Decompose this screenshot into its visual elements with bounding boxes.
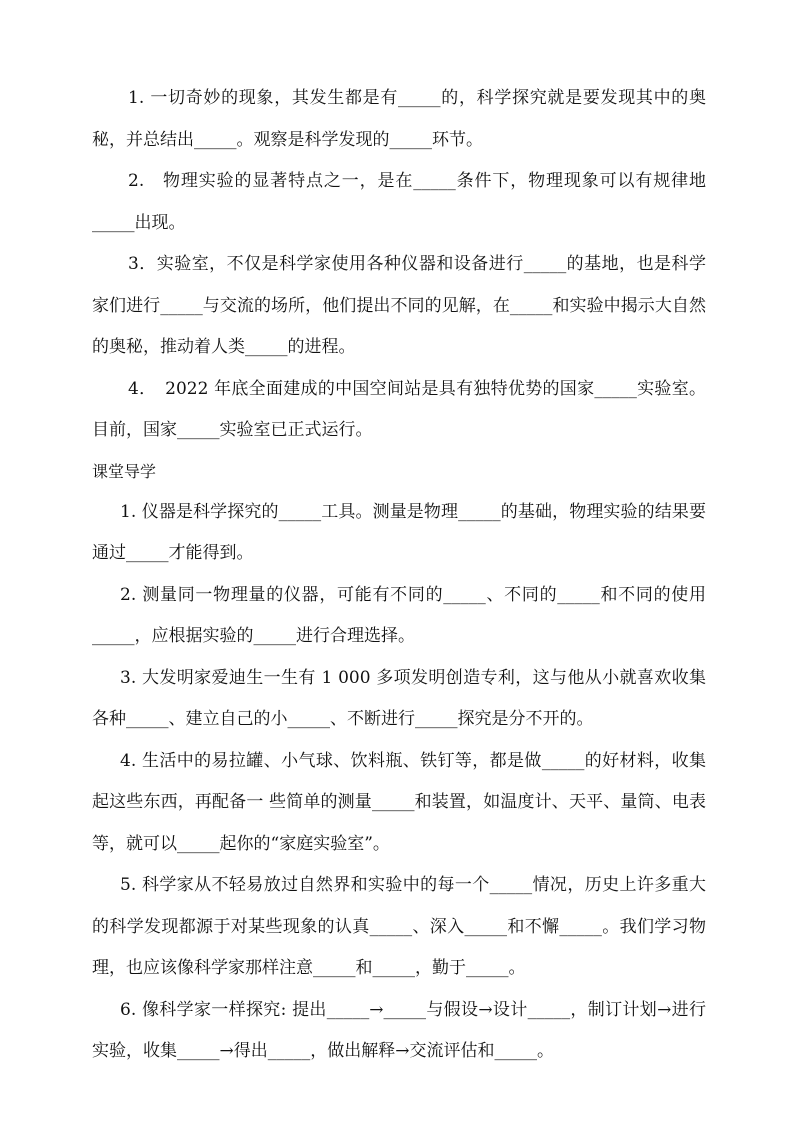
guide-item-1: 1. 仪器是科学探究的_____工具。测量是物理_____的基础，物理实验的结果要通过_____才能得到。 — [92, 501, 706, 563]
guide-item-6: 6. 像科学家一样探究: 提出_____→_____与假设→设计_____，制订计划→进行实验，收集_____→得出_____，做出解释→交流评估和_____。 — [92, 999, 706, 1061]
section-title: 课堂导学 — [92, 461, 157, 481]
guide-item-4: 4. 生活中的易拉罐、小气球、饮料瓶、铁钉等，都是做_____的好材料，收集起这些东西，再配备一 些简单的测量_____和装置，如温度计、天平、量筒、电表等，就可以_____起你的“家庭实验室”。 — [92, 750, 706, 854]
guide-item-5: 5. 科学家从不轻易放过自然界和实验中的每一个_____情况，历史上许多重大的科学发现都源于对某些现象的认真_____、深入_____和不懈_____。我们学习物理，也应该像科学家那样注意_____和_____，勤于_____。 — [92, 875, 706, 978]
intro-item-2: 2. 物理实验的显著特点之一，是在_____条件下，物理现象可以有规律地_____出现。 — [92, 171, 706, 233]
guide-item-3: 3. 大发明家爱迪生一生有 1 000 多项发明创造专利，这与他从小就喜欢收集各种_____、建立自己的小_____、不断进行_____探究是分不开的。 — [92, 667, 706, 729]
intro-item-1: 1. 一切奇妙的现象，其发生都是有_____的，科学探究就是要发现其中的奥秘，并总结出_____。观察是科学发现的_____环节。 — [92, 88, 706, 150]
intro-item-3: 3．实验室，不仅是科学家使用各种仪器和设备进行_____的基地，也是科学家们进行_____与交流的场所，他们提出不同的见解，在_____和实验中揭示大自然的奥秘，推动着人类_____的进程。 — [92, 254, 706, 357]
guide-item-2: 2. 测量同一物理量的仪器，可能有不同的_____、不同的_____和不同的使用_____，应根据实验的_____进行合理选择。 — [92, 584, 706, 646]
intro-item-4: 4． 2022 年底全面建成的中国空间站是具有独特优势的国家_____实验室。目前，国家_____实验室已正式运行。 — [92, 378, 706, 440]
